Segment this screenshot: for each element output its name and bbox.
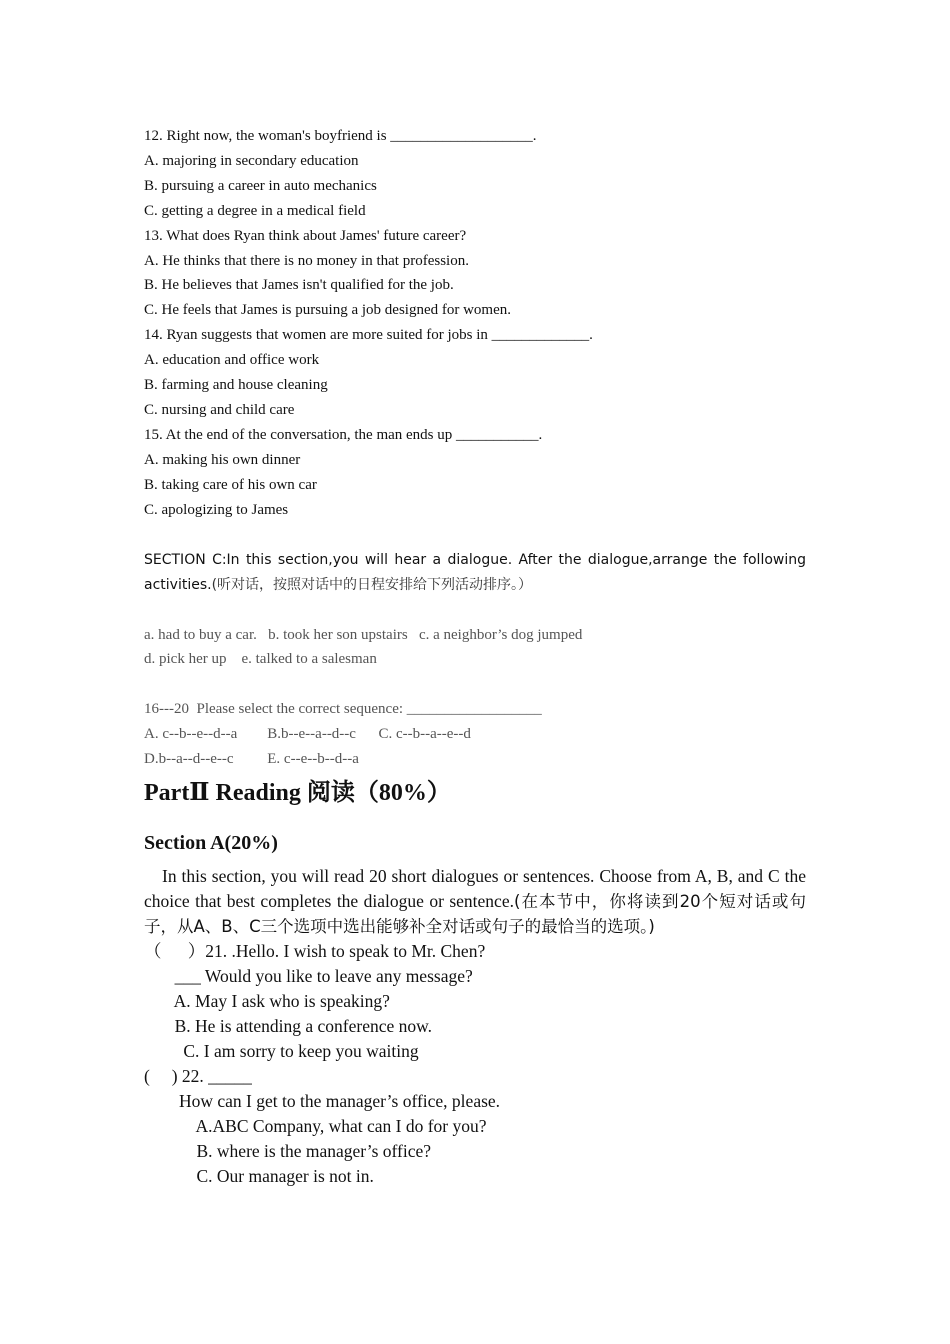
listening-questions — [144, 124, 806, 523]
section-c-text: SECTION C:In this section,you will hear a dialogue. After the dialogue,arrange the following activities. — [144, 551, 806, 593]
spacer — [144, 523, 806, 548]
sequence-options-line: A. c--b--e--d--a B.b--e--a--d--c C. c--b--a--e--d — [144, 726, 471, 743]
spacer — [144, 672, 806, 697]
question-stem: 12. Right now, the woman's boyfriend is ___________________. — [144, 128, 537, 144]
option-a: A.ABC Company, what can I do for you? — [144, 1116, 487, 1137]
option-a: A. May I ask who is speaking? — [144, 991, 390, 1012]
sequence-question — [144, 697, 806, 772]
question-stem: 15. At the end of the conversation, the man ends up ___________. — [144, 426, 543, 443]
section-c-chinese: (听对话，按照对话中的日程安排给下列活动排序。） — [211, 576, 533, 593]
question-14 — [144, 323, 806, 423]
option-b: B. taking care of his own car — [144, 476, 317, 493]
section-a-intro-english: In this section, you will read 20 short dialogues or sentences. Choose from A, B, and C the choice that best completes the dialogue or sentence. — [144, 866, 806, 912]
spacer — [144, 598, 806, 623]
question-stem: 14. Ryan suggests that women are more suited for jobs in _____________. — [144, 327, 593, 344]
question-line: How can I get to the manager’s office, please. — [144, 1091, 501, 1112]
question-22 — [144, 1064, 806, 1189]
option-b: B. where is the manager’s office? — [144, 1141, 432, 1162]
document-page — [144, 124, 806, 1189]
option-c: C. getting a degree in a medical field — [144, 202, 366, 219]
option-b: B. He believes that James isn't qualified for the job. — [144, 277, 454, 294]
section-c-instructions — [144, 548, 806, 598]
option-b: B. He is attending a conference now. — [144, 1016, 433, 1037]
part-2-heading: PartⅡ Reading 阅读（80%） — [144, 780, 451, 807]
option-c: C. I am sorry to keep you waiting — [144, 1041, 419, 1062]
option-a: A. education and office work — [144, 352, 320, 369]
activities-line: d. pick her up e. talked to a salesman — [144, 651, 377, 668]
question-line: （ ）21. .Hello. I wish to speak to Mr. Chen? — [144, 941, 486, 962]
section-a-intro-chinese: (在本节中，你将读到20个短对话或句子，从A、B、C三个选项中选出能够补全对话或句子的最恰当的选项。) — [144, 892, 806, 937]
question-stem: 13. What does Ryan think about James' future career? — [144, 227, 467, 244]
question-line: ( ) 22. _____ — [144, 1066, 252, 1087]
question-15 — [144, 423, 806, 523]
section-a-intro — [144, 864, 806, 939]
option-b: B. pursuing a career in auto mechanics — [144, 177, 377, 194]
option-a: A. making his own dinner — [144, 451, 301, 468]
option-a: A. majoring in secondary education — [144, 152, 359, 169]
option-c: C. nursing and child care — [144, 401, 295, 418]
question-line: ___ Would you like to leave any message? — [144, 966, 473, 987]
section-a-heading: Section A(20%) — [144, 832, 278, 855]
option-c: C. Our manager is not in. — [144, 1166, 374, 1187]
question-12 — [144, 124, 806, 224]
sequence-options-line: D.b--a--d--e--c E. c--e--b--d--a — [144, 751, 359, 768]
option-a: A. He thinks that there is no money in that profession. — [144, 252, 469, 269]
option-b: B. farming and house cleaning — [144, 377, 328, 394]
question-13 — [144, 224, 806, 324]
activities-line: a. had to buy a car. b. took her son upstairs c. a neighbor’s dog jumped — [144, 626, 583, 643]
option-c: C. apologizing to James — [144, 501, 289, 518]
question-21 — [144, 939, 806, 1064]
sequence-prompt: 16---20 Please select the correct sequence: __________________ — [144, 701, 542, 718]
option-c: C. He feels that James is pursuing a job designed for women. — [144, 302, 512, 319]
activities-list — [144, 623, 806, 673]
